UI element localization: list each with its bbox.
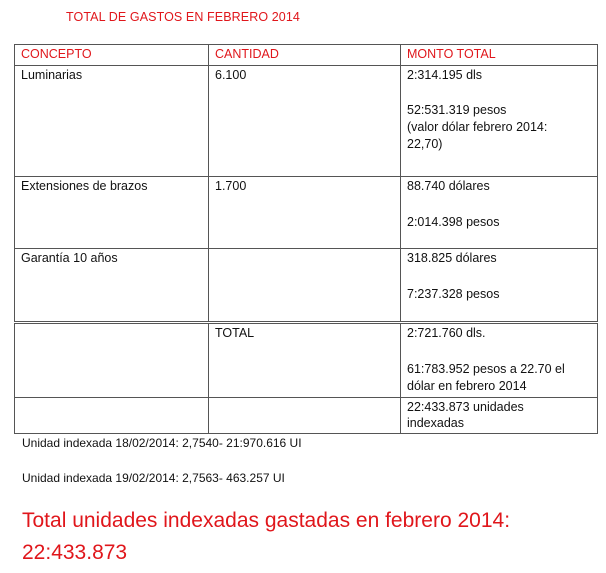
cell-monto <box>401 249 598 322</box>
ui-line: indexadas <box>407 416 464 430</box>
ui-line: 22:433.873 unidades <box>407 400 524 414</box>
total-line: dólar en febrero 2014 <box>407 379 527 393</box>
table-row <box>15 66 598 177</box>
total-monto <box>401 324 598 398</box>
summary-line-2: 22:433.873 <box>22 541 128 564</box>
cell-concepto: Luminarias <box>15 66 209 177</box>
ui-row <box>15 398 598 434</box>
total-ui <box>401 398 598 434</box>
cell-empty <box>15 324 209 398</box>
table-header-row <box>15 45 598 66</box>
header-monto-total: MONTO TOTAL <box>401 45 598 66</box>
cell-concepto: Garantía 10 años <box>15 249 209 322</box>
expenses-table <box>14 44 598 322</box>
note-ui-18: Unidad indexada 18/02/2014: 2,7540- 21:970.616 UI <box>22 436 302 450</box>
note-ui-19: Unidad indexada 19/02/2014: 2,7563- 463.257 UI <box>22 471 285 485</box>
cell-empty <box>15 398 209 434</box>
header-concepto: CONCEPTO <box>15 45 209 66</box>
cell-cantidad: 6.100 <box>209 66 401 177</box>
total-line: 2:721.760 dls. <box>407 326 486 340</box>
header-cantidad: CANTIDAD <box>209 45 401 66</box>
monto-line: 22,70) <box>407 137 443 151</box>
monto-line: 52:531.319 pesos <box>407 103 507 117</box>
table-row <box>15 249 598 322</box>
monto-line: 318.825 dólares <box>407 251 497 265</box>
cell-empty <box>209 398 401 434</box>
monto-line: 2:314.195 dls <box>407 68 483 82</box>
cell-cantidad: 1.700 <box>209 177 401 249</box>
table-row <box>15 177 598 249</box>
monto-line: 7:237.328 pesos <box>407 287 500 301</box>
cell-concepto: Extensiones de brazos <box>15 177 209 249</box>
totals-row <box>15 324 598 398</box>
document-title: TOTAL DE GASTOS EN FEBRERO 2014 <box>66 10 300 24</box>
summary-line-1: Total unidades indexadas gastadas en febrero 2014: <box>22 509 511 532</box>
cell-monto <box>401 66 598 177</box>
monto-line: 88.740 dólares <box>407 179 490 193</box>
monto-line: (valor dólar febrero 2014: <box>407 120 548 134</box>
totals-table <box>14 323 598 434</box>
cell-monto <box>401 177 598 249</box>
total-label: TOTAL <box>209 324 401 398</box>
monto-line: 2:014.398 pesos <box>407 215 500 229</box>
cell-cantidad <box>209 249 401 322</box>
total-line: 61:783.952 pesos a 22.70 el <box>407 362 565 376</box>
